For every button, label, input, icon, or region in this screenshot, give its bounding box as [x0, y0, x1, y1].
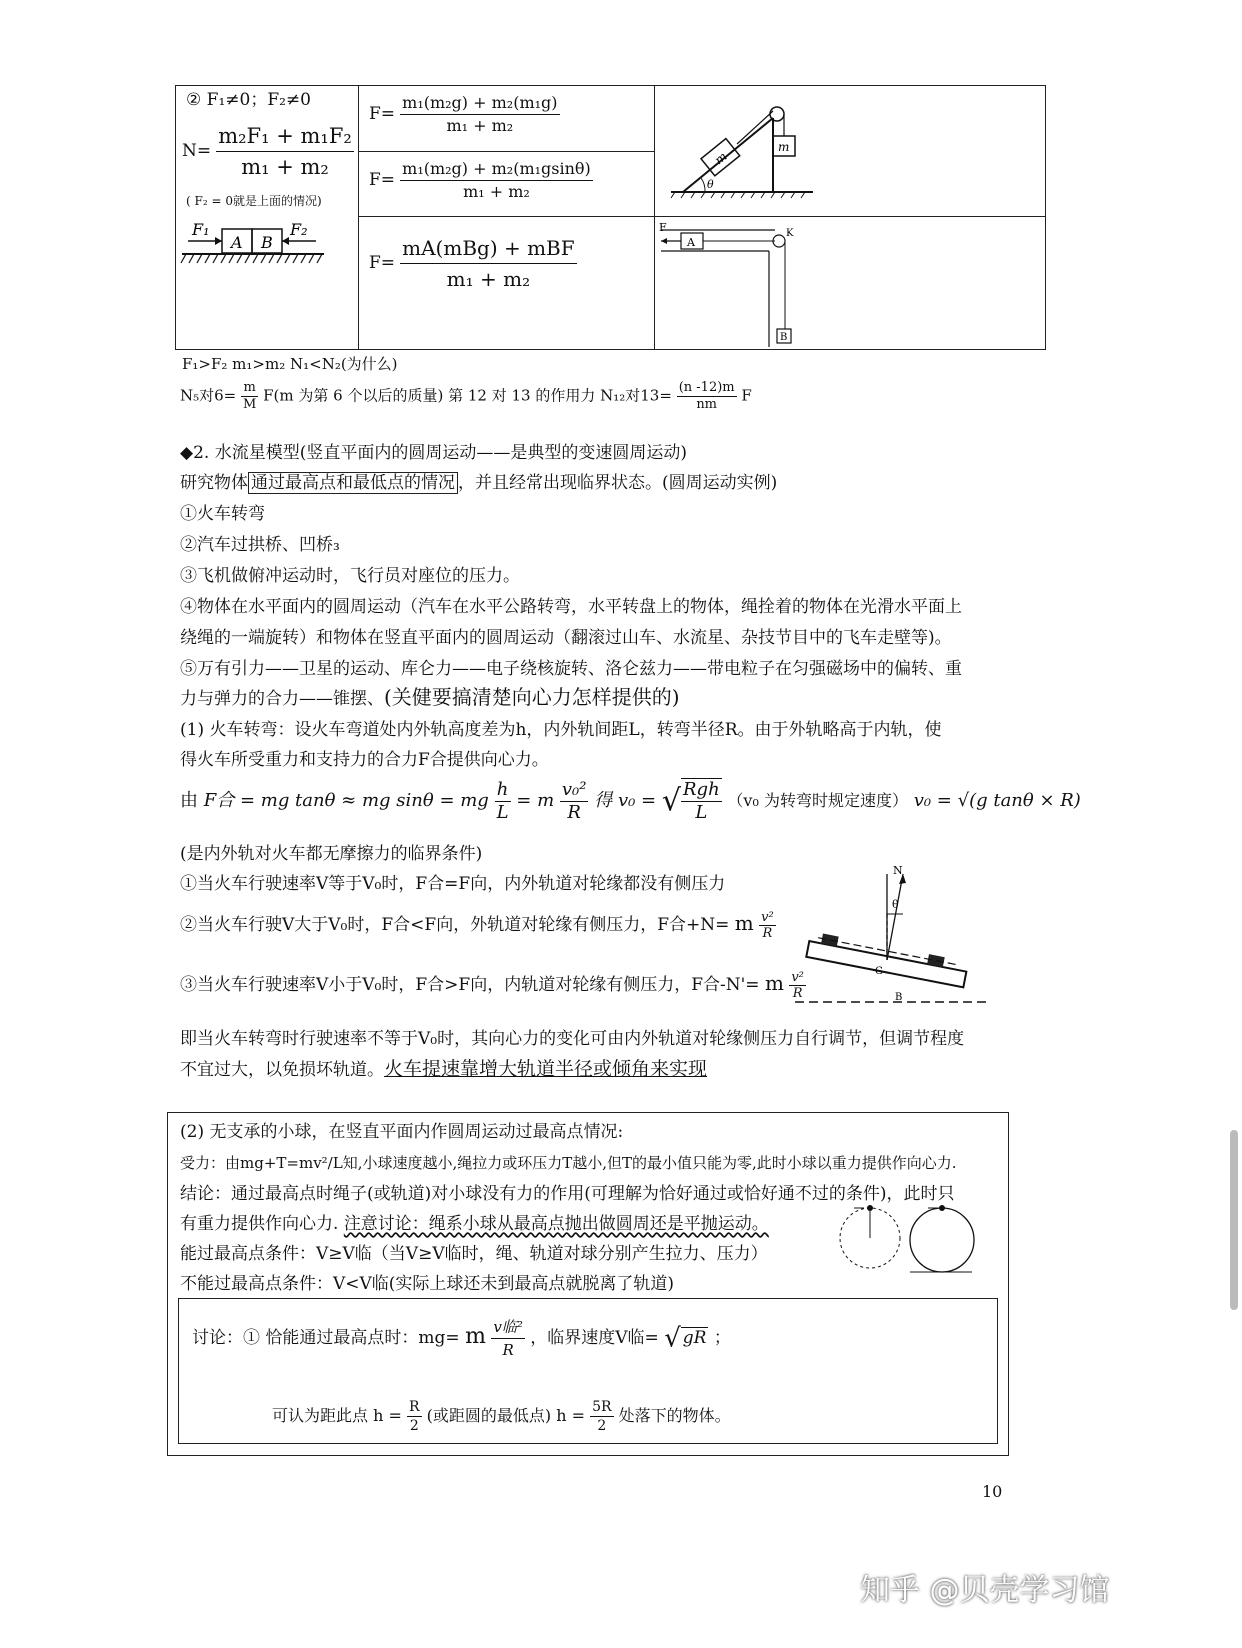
- table-cell-incline-diagram: [655, 86, 1046, 217]
- case-heading: ② F₁≠0；F₂≠0: [186, 90, 311, 110]
- example-5b: 力与弹力的合力——锥摆、(关健要搞清楚向心力怎样提供的): [180, 685, 680, 709]
- train-equation: 由 F合 = mg tanθ ≈ mg sinθ = mg $\frac{h}{L}$ = m $\frac{\text{v₀²}}{R}$ 得 v₀ = √ $\frac{\text{Rgh}}{L}$ （v₀ 为转弯时规定速度） v₀ = √(g tanθ × R): [180, 778, 1081, 823]
- svg-text:A: A: [687, 236, 695, 249]
- table-cell-formula-3: F= $\frac{\text{mA(mBg) + mBF}}{\text{m₁ + m₂}}$: [359, 217, 655, 350]
- force-f1-label: F₁: [192, 220, 210, 239]
- section-heading: ◆2. 水流星模型(竖直平面内的圆周运动——是典型的变速圆周运动): [180, 443, 687, 463]
- case-equal: ①当火车行驶速率V等于V₀时，F合=F向，内外轨道对轮缘都没有侧压力: [180, 874, 726, 894]
- paragraph-intro: 研究物体 通过最高点和最低点的情况 ，并且经常出现临界状态。(圆周运动实例): [180, 473, 778, 493]
- example-5a: ⑤万有引力——卫星的运动、库仑力——电子绕核旋转、洛仑兹力——带电粒子在匀强磁场中的偏转、重: [180, 659, 962, 679]
- can-pass-condition: 能过最高点条件：V≥V临（当V≥V临时，绳、轨道对球分别产生拉力、压力）: [180, 1244, 768, 1264]
- blocks-ab-diagram: [178, 215, 358, 275]
- force-analysis: 受力：由mg+T=mv²/L知,小球速度越小,绳拉力或环压力T越小,但T的最小值只能为零,此时小球以重力提供作向心力.: [180, 1154, 957, 1172]
- underlined-conclusion: 火车提速靠增大轨道半径或倾角来实现: [384, 1058, 708, 1080]
- n56-formula-line: N₅对6= $\frac{m}{M}$ F(m 为第 6 个以后的质量) 第 12 对 13 的作用力 N₁₂对13= $\frac{(n -12)m}{nm}$ F: [180, 380, 752, 412]
- table-cell-formula-2: F= $\frac{\text{m₁(m₂g) + m₂(m₁gsinθ)}}{\text{m₁ + m₂}}$: [359, 151, 655, 217]
- boxed-phrase: 通过最高点和最低点的情况: [248, 472, 458, 494]
- n-formula: N= $\frac{\text{m₂F₁ + m₁F₂}}{\text{m₁ + m₂}}$: [182, 121, 358, 182]
- summary-line-2: 不宜过大，以免损坏轨道。火车提速靠增大轨道半径或倾角来实现: [180, 1058, 708, 1080]
- svg-text:B: B: [895, 992, 903, 1003]
- example-2: ②汽车过拱桥、凹桥₃: [180, 535, 340, 555]
- pulley: [770, 107, 784, 121]
- example-1: ①火车转弯: [180, 504, 265, 524]
- watermark: 知乎 @贝壳学习馆: [860, 1573, 1110, 1608]
- cannot-pass-condition: 不能过最高点条件：V<V临(实际上球还未到最高点就脱离了轨道): [180, 1274, 675, 1294]
- svg-text:B: B: [261, 233, 273, 252]
- example-4b: 绕绳的一端旋转）和物体在竖直平面内的圆周运动（翻滚过山车、水流星、杂技节目中的飞车走壁等)。: [180, 628, 952, 648]
- case-greater: ②当火车行驶V大于V₀时，F合<F向，外轨道对轮缘有侧压力，F合+N= m $\frac{\text{v²}}{R}$: [180, 910, 774, 941]
- page-number: 10: [982, 1482, 1003, 1501]
- svg-text:B: B: [780, 332, 788, 343]
- case-note: ( F₂ = 0就是上面的情况): [186, 194, 322, 208]
- example-4a: ④物体在水平面内的圆周运动（汽车在水平公路转弯，水平转盘上的物体，绳拴着的物体在光滑水平面上: [180, 597, 962, 617]
- table-cell-formula-1: F= $\frac{\text{m₁(m₂g) + m₂(m₁g)}}{\text{m₁ + m₂}}$: [359, 86, 655, 152]
- train-text-b: 得火车所受重力和支持力的合力F合提供向心力。: [180, 750, 549, 770]
- incline-pulley-diagram: [663, 96, 843, 206]
- svg-text:m: m: [778, 140, 790, 154]
- key-point: (关健要搞清楚向心力怎样提供的): [384, 685, 680, 709]
- svg-text:G: G: [875, 966, 883, 977]
- condition-note: (是内外轨对火车都无摩擦力的临界条件): [180, 844, 483, 864]
- summary-line-1: 即当火车转弯时行驶速率不等于V₀时，其向心力的变化可由内外轨道对轮缘侧压力自行调节，但调节程度: [180, 1029, 965, 1049]
- svg-text:F: F: [659, 221, 667, 234]
- vertical-circle-diagrams: [832, 1200, 992, 1280]
- table-pulley-diagram: [657, 219, 837, 349]
- conclusion-a: 结论：通过最高点时绳子(或轨道)对小球没有力的作用(可理解为恰好通过或恰好通不过的条件)，此时只: [180, 1184, 955, 1204]
- fall-height-line: 可认为距此点 h = $\frac{R}{2}$ (或距圆的最低点) h = $\frac{5R}{2}$ 处落下的物体。: [272, 1399, 731, 1434]
- force-f2-label: F₂: [290, 220, 308, 239]
- svg-text:N: N: [893, 864, 903, 877]
- svg-text:K: K: [786, 228, 794, 239]
- svg-text:m: m: [711, 149, 730, 168]
- table-cell-case2: [176, 86, 359, 350]
- formula-table: [175, 85, 1046, 350]
- svg-text:θ: θ: [707, 178, 714, 191]
- svg-text:θ: θ: [892, 898, 899, 911]
- example-3: ③飞机做俯冲运动时，飞行员对座位的压力。: [180, 566, 520, 586]
- conclusion-b: 有重力提供作向心力. 注意讨论：绳系小球从最高点抛出做圆周还是平抛运动。: [180, 1214, 769, 1234]
- box-title: (2) 无支承的小球，在竖直平面内作圆周运动过最高点情况:: [180, 1122, 624, 1142]
- case-less: ③当火车行驶速率V小于V₀时，F合>F向，内轨道对轮缘有侧压力，F合-N'= m $\frac{\text{v²}}{R}$: [180, 970, 804, 1001]
- table-cell-pulley-diagram: [655, 217, 1046, 350]
- banked-train-diagram: [795, 862, 995, 1012]
- critical-speed-line: 讨论：① 恰能通过最高点时：mg= m $\frac{\text{v临²}}{R}$ ，临界速度V临= √ gR ；: [192, 1318, 731, 1359]
- discussion-note: 注意讨论：绳系小球从最高点抛出做圆周还是平抛运动。: [343, 1214, 769, 1234]
- scrollbar-thumb[interactable]: [1230, 1130, 1238, 1310]
- comparison-line: F₁>F₂ m₁>m₂ N₁<N₂(为什么): [182, 355, 398, 373]
- train-text-a: (1) 火车转弯：设火车弯道处内外轨高度差为h，内外轨间距L，转弯半径R。由于外轨略高于内轨，使: [180, 720, 942, 740]
- svg-text:A: A: [231, 233, 243, 252]
